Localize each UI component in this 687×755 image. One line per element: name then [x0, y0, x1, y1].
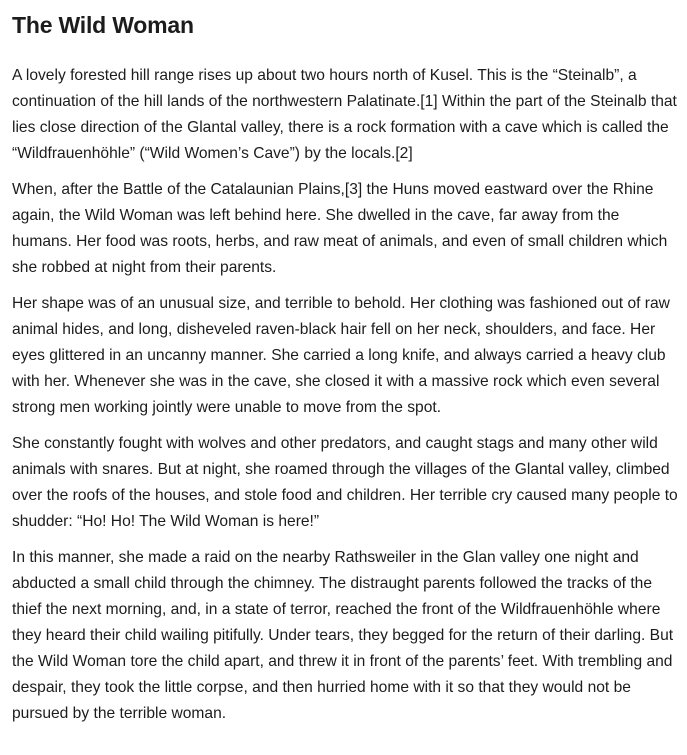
article	[12, 10, 680, 727]
paragraph-1: A lovely forested hill range rises up about two hours north of Kusel. This is the “Steinalb”, a continuation of the hill lands of the northwestern Palatinate.[1] Within the part of the Steinalb that lies close direction of the Glantal valley, there is a rock formation with a cave which is called the “Wildfrauenhöhle” (“Wild Women’s Cave”) by the locals.[2]	[12, 67, 677, 162]
paragraph-4: She constantly fought with wolves and other predators, and caught stags and many other wild animals with snares. But at night, she roamed through the villages of the Glantal valley, climbed over the roofs of the houses, and stole food and children. Her terrible cry caused many people to shudder: “Ho! Ho! The Wild Woman is here!”	[12, 435, 678, 530]
paragraph-2: When, after the Battle of the Catalaunian Plains,[3] the Huns moved eastward over the Rhine again, the Wild Woman was left behind here. She dwelled in the cave, far away from the humans. Her food was roots, herbs, and raw meat of animals, and even of small children which she robbed at night from their parents.	[12, 181, 668, 276]
paragraph-5: In this manner, she made a raid on the nearby Rathsweiler in the Glan valley one night and abducted a small child through the chimney. The distraught parents followed the tracks of the thief the next morning, and, in a state of terror, reached the front of the Wildfrauenhöhle where they heard their child wailing pitifully. Under tears, they begged for the return of their darling. But the Wild Woman tore the child apart, and threw it in front of the parents’ feet. With trembling and despair, they took the little corpse, and then hurried home with it so that they would not be pursued by the terrible woman.	[12, 549, 674, 722]
article-title: The Wild Woman	[12, 12, 194, 38]
paragraph-3: Her shape was of an unusual size, and terrible to behold. Her clothing was fashioned out of raw animal hides, and long, disheveled raven-black hair fell on her neck, shoulders, and face. Her eyes glittered in an uncanny manner. She carried a long knife, and always carried a heavy club with her. Whenever she was in the cave, she closed it with a massive rock which even several strong men working jointly were unable to move from the spot.	[12, 295, 670, 416]
